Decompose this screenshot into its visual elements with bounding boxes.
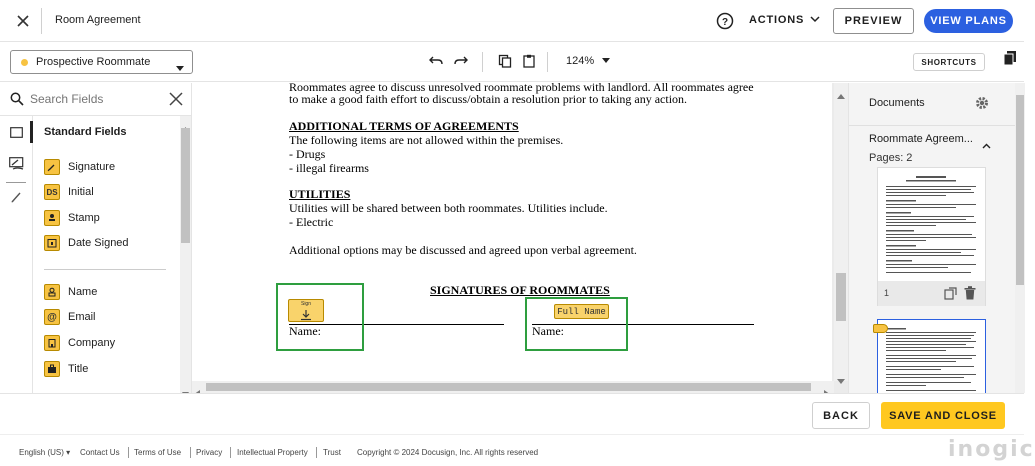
fields-panel: [0, 83, 192, 393]
copyright-text: Copyright © 2024 Docusign, Inc. All rights reserved: [357, 448, 539, 457]
bottom-action-bar: [0, 393, 1024, 434]
pages-count: Pages: 2: [869, 152, 913, 164]
pen-icon: [44, 159, 60, 175]
at-icon: @: [44, 309, 60, 325]
scroll-thumb[interactable]: [836, 273, 846, 321]
paste-icon[interactable]: [522, 54, 536, 68]
scroll-thumb[interactable]: [1016, 95, 1024, 285]
building-icon: [44, 335, 60, 351]
field-title[interactable]: [44, 359, 88, 379]
field-label: Stamp: [68, 212, 100, 224]
field-email[interactable]: [44, 307, 96, 327]
scroll-up-icon[interactable]: [837, 86, 845, 104]
clear-search-icon[interactable]: [168, 91, 184, 107]
scroll-thumb[interactable]: [206, 383, 811, 391]
intellectual-property-link[interactable]: Intellectual Property: [237, 448, 308, 457]
top-bar: [0, 0, 1024, 42]
footer-separator: [230, 447, 231, 458]
doc-text: Utilities will be shared between both roommates. Utilities include.: [289, 201, 608, 215]
active-rail-marker: [30, 121, 33, 143]
watermark-logo: inogic: [948, 437, 1035, 462]
editor-toolbar: [0, 42, 1024, 82]
document-title: Room Agreement: [55, 14, 141, 26]
caret-down-icon: [602, 55, 610, 67]
sign-tag-label: Sign: [300, 301, 311, 307]
caret-down-icon: [176, 59, 184, 77]
rail-divider: [32, 116, 33, 393]
calendar-icon: [44, 235, 60, 251]
current-page-marker: [873, 324, 888, 333]
contact-link[interactable]: Contact Us: [80, 448, 120, 457]
download-arrow-icon: [300, 308, 312, 326]
terms-link[interactable]: Terms of Use: [134, 448, 182, 457]
actions-label: ACTIONS: [749, 14, 805, 26]
initial-icon: DS: [44, 184, 60, 200]
fields-scrollbar[interactable]: [180, 116, 191, 393]
recipient-color-dot: [21, 59, 28, 66]
language-select[interactable]: English (US) ▾: [19, 448, 71, 457]
back-button[interactable]: BACK: [812, 402, 870, 429]
field-label: Date Signed: [68, 237, 129, 249]
field-stamp[interactable]: [44, 208, 100, 228]
stamp-icon: [44, 210, 60, 226]
chevron-up-icon[interactable]: [982, 136, 991, 154]
field-name[interactable]: [44, 282, 97, 302]
doc-text: The following items are not allowed within the premises.: [289, 133, 564, 147]
fullname-field-tag[interactable]: Full Name: [554, 304, 609, 319]
field-label: Title: [68, 363, 89, 375]
name-label: Name:: [532, 324, 564, 338]
close-icon[interactable]: [14, 12, 32, 30]
field-label: Name: [68, 286, 98, 298]
chevron-down-icon: [810, 14, 820, 26]
scroll-down-icon[interactable]: [837, 371, 845, 389]
doc-text: - Electric: [289, 215, 334, 229]
documents-panel: [848, 83, 1024, 393]
doc-heading-terms: ADDITIONAL TERMS OF AGREEMENTS: [289, 119, 519, 133]
zoom-select[interactable]: [566, 55, 610, 67]
footer-separator: [316, 447, 317, 458]
document-canvas[interactable]: [192, 80, 848, 393]
view-plans-button[interactable]: VIEW PLANS: [924, 9, 1013, 33]
document-name[interactable]: Roommate Agreem...: [869, 133, 973, 145]
documents-scrollbar[interactable]: [1015, 83, 1025, 393]
trash-icon[interactable]: [964, 286, 976, 305]
field-label: Email: [68, 311, 96, 323]
document-horizontal-scrollbar[interactable]: [192, 381, 834, 393]
documents-panel-icon[interactable]: [1002, 50, 1018, 66]
signature-rail-icon[interactable]: [9, 157, 25, 171]
field-label: Company: [68, 337, 116, 349]
search-fields-input[interactable]: [30, 89, 160, 109]
sign-field-tag[interactable]: [288, 299, 324, 322]
save-and-close-button[interactable]: SAVE AND CLOSE: [881, 402, 1005, 429]
pencil-rail-icon[interactable]: [10, 190, 22, 204]
copy-icon[interactable]: [498, 54, 512, 68]
copy-page-icon[interactable]: [944, 287, 957, 305]
doc-heading-utilities: UTILITIES: [289, 187, 351, 201]
doc-text: - illegal firearms: [289, 161, 369, 175]
search-divider: [0, 115, 192, 116]
thumbnail-footer: [878, 281, 985, 306]
toolbar-divider: [482, 52, 483, 72]
name-label: Name:: [289, 324, 321, 338]
rail-separator: [6, 182, 26, 183]
svg-text:?: ?: [721, 17, 729, 28]
scroll-thumb[interactable]: [181, 128, 190, 243]
documents-label: Documents: [869, 97, 925, 109]
trust-link[interactable]: Trust: [323, 448, 341, 457]
fields-rail-icon[interactable]: [10, 125, 23, 136]
privacy-link[interactable]: Privacy: [196, 448, 223, 457]
shortcuts-button[interactable]: SHORTCUTS: [913, 53, 985, 71]
briefcase-icon: [44, 361, 60, 377]
person-icon: [44, 284, 60, 300]
page-number: 1: [884, 288, 890, 298]
recipient-select[interactable]: [10, 50, 193, 74]
help-icon[interactable]: [716, 12, 734, 30]
zoom-level: 124%: [566, 55, 595, 67]
doc-heading-signatures: SIGNATURES OF ROOMMATES: [430, 283, 610, 297]
field-date-signed[interactable]: [44, 233, 129, 253]
field-signature[interactable]: [44, 157, 115, 177]
recipient-name: Prospective Roommate: [36, 56, 151, 68]
actions-menu[interactable]: [749, 14, 820, 26]
doc-paragraph-line: Roommates agree to discuss unresolved roommate problems with landlord. All roommates agree: [289, 80, 754, 94]
doc-text: Additional options may be discussed and agreed upon verbal agreement.: [289, 243, 637, 257]
page-thumbnail-1[interactable]: [877, 167, 986, 306]
doc-text: - Drugs: [289, 147, 326, 161]
document-vertical-scrollbar[interactable]: [834, 83, 848, 381]
page-footer: [0, 434, 1035, 466]
field-company[interactable]: [44, 333, 115, 353]
footer-separator: [190, 447, 191, 458]
footer-separator: [128, 447, 129, 458]
preview-button[interactable]: PREVIEW: [833, 8, 914, 34]
page-thumbnail-2[interactable]: [877, 319, 986, 399]
document-page[interactable]: [192, 80, 832, 381]
section-title: Standard Fields: [44, 126, 127, 138]
field-label: Signature: [68, 161, 116, 173]
fields-group-divider: [44, 269, 166, 270]
search-icon: [10, 92, 24, 106]
undo-icon[interactable]: [429, 54, 443, 68]
gear-icon[interactable]: [975, 96, 989, 110]
field-initial[interactable]: [44, 182, 94, 202]
field-label: Initial: [68, 186, 94, 198]
redo-icon[interactable]: [454, 54, 468, 68]
panel-divider: [849, 125, 1025, 126]
title-divider: [41, 8, 42, 34]
doc-paragraph-line: to make a good faith effort to discuss/obtain a resolution prior to taking any action.: [289, 92, 688, 106]
toolbar-divider-2: [547, 52, 548, 72]
